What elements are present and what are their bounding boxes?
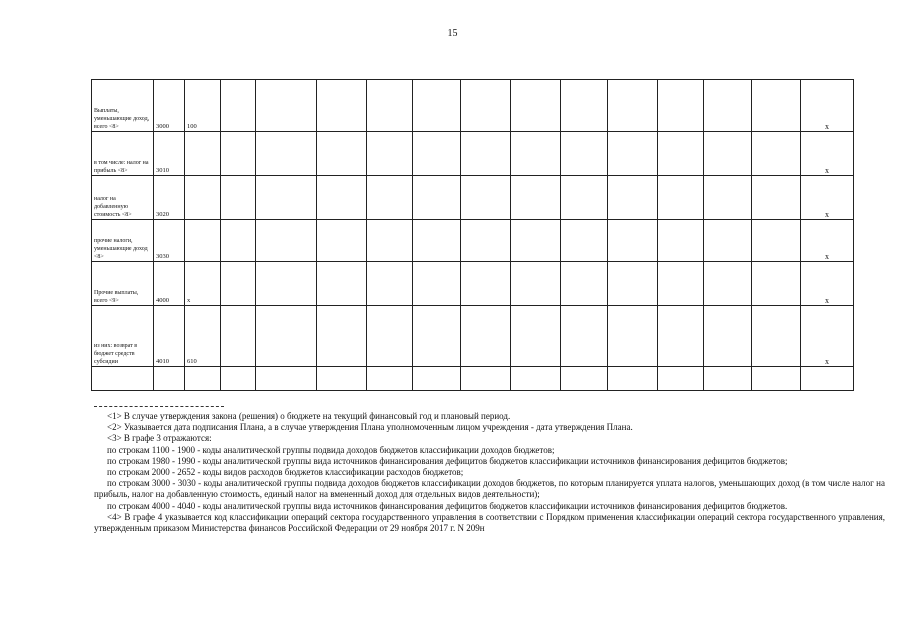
empty-cell	[511, 262, 561, 306]
empty-cell	[511, 220, 561, 262]
empty-cell	[317, 306, 367, 367]
empty-cell	[561, 262, 608, 306]
footnote-4: <4> В графе 4 указывается код классификации операций сектора государственного управления в соответствии с Порядком применения классификации операций сектора государственного управления, утвержденным приказом Министерства финансов Российской Федерации от 29 ноября 2017 г. N 209н	[94, 511, 885, 534]
empty-cell	[413, 262, 461, 306]
empty-cell	[221, 132, 256, 176]
footnote-3-rows-3000: по строкам 3000 - 3030 - коды аналитической группы подвида доходов бюджетов классификации доходов бюджетов, по которым планируется уплата налогов, уменьшающих доход (в том числе налог на прибыль, налог на добавленную стоимость, единый налог на вмененный доход для отдельных видов деятельности);	[94, 478, 885, 500]
row-code: 3010	[154, 132, 185, 176]
empty-cell	[461, 132, 511, 176]
empty-cell	[256, 306, 317, 367]
empty-cell	[752, 176, 801, 220]
row-code: 3020	[154, 176, 185, 220]
row-last-column: x	[801, 220, 854, 262]
empty-cell	[461, 306, 511, 367]
empty-cell	[704, 262, 752, 306]
row-code: 4010	[154, 306, 185, 367]
row-last-column: x	[801, 132, 854, 176]
empty-cell	[511, 367, 561, 391]
row-budget-code	[185, 176, 221, 220]
empty-cell	[561, 220, 608, 262]
row-label-text: прочие налоги, уменьшающие доход <8>	[94, 238, 148, 260]
empty-cell	[413, 80, 461, 132]
empty-cell	[367, 306, 413, 367]
empty-cell	[752, 132, 801, 176]
empty-cell	[608, 367, 658, 391]
empty-cell	[658, 262, 704, 306]
footnote-separator	[94, 406, 224, 407]
row-last-column: x	[801, 176, 854, 220]
empty-cell	[317, 220, 367, 262]
footnote-3-rows-2000: по строкам 2000 - 2652 - коды видов расходов бюджетов классификации расходов бюджетов;	[107, 467, 464, 478]
row-label-text: налог на добавленную стоимость <8>	[94, 196, 132, 218]
empty-cell	[461, 262, 511, 306]
row-label	[92, 367, 154, 391]
table-row	[92, 262, 854, 306]
empty-cell	[221, 262, 256, 306]
empty-cell	[704, 367, 752, 391]
footnotes	[94, 406, 885, 534]
empty-cell	[413, 306, 461, 367]
row-label-text: из них: возврат в бюджет средств субсидии	[94, 343, 138, 365]
empty-cell	[704, 80, 752, 132]
empty-cell	[413, 367, 461, 391]
empty-cell	[752, 80, 801, 132]
empty-cell	[561, 176, 608, 220]
empty-cell	[317, 80, 367, 132]
empty-cell	[658, 132, 704, 176]
row-budget-code: 100	[185, 80, 221, 132]
table-row	[92, 220, 854, 262]
empty-cell	[561, 132, 608, 176]
row-label	[92, 262, 154, 306]
row-code: 3000	[154, 80, 185, 132]
empty-cell	[511, 132, 561, 176]
empty-cell	[658, 306, 704, 367]
row-budget-code: x	[185, 262, 221, 306]
empty-cell	[256, 132, 317, 176]
empty-cell	[704, 306, 752, 367]
row-label-text: Прочие выплаты, всего <9>	[94, 290, 139, 304]
empty-cell	[608, 262, 658, 306]
row-last-column	[801, 367, 854, 391]
empty-cell	[317, 262, 367, 306]
empty-cell	[658, 80, 704, 132]
plan-table	[91, 79, 854, 391]
empty-cell	[413, 220, 461, 262]
table-row	[92, 176, 854, 220]
empty-cell	[608, 80, 658, 132]
page-number: 15	[447, 28, 458, 39]
row-label	[92, 80, 154, 132]
empty-cell	[704, 132, 752, 176]
empty-cell	[221, 367, 256, 391]
empty-cell	[221, 176, 256, 220]
row-code	[154, 367, 185, 391]
empty-cell	[658, 176, 704, 220]
row-code: 3030	[154, 220, 185, 262]
empty-cell	[658, 367, 704, 391]
empty-cell	[413, 132, 461, 176]
empty-cell	[658, 220, 704, 262]
empty-cell	[256, 262, 317, 306]
empty-cell	[221, 80, 256, 132]
empty-cell	[367, 220, 413, 262]
empty-cell	[608, 220, 658, 262]
row-budget-code	[185, 132, 221, 176]
empty-cell	[413, 176, 461, 220]
empty-cell	[608, 306, 658, 367]
empty-cell	[561, 367, 608, 391]
empty-cell	[704, 220, 752, 262]
empty-cell	[317, 367, 367, 391]
empty-cell	[461, 80, 511, 132]
row-label-text: в том числе: налог на прибыль <8>	[94, 160, 149, 174]
empty-cell	[752, 262, 801, 306]
empty-cell	[256, 220, 317, 262]
empty-cell	[608, 132, 658, 176]
empty-cell	[317, 176, 367, 220]
payments-table	[91, 79, 854, 391]
footnote-3-rows-1100: по строкам 1100 - 1900 - коды аналитической группы подвида доходов бюджетов классификации доходов бюджетов;	[107, 444, 555, 455]
empty-cell	[256, 176, 317, 220]
row-last-column: x	[801, 306, 854, 367]
row-last-column: x	[801, 80, 854, 132]
table-row	[92, 80, 854, 132]
empty-cell	[221, 220, 256, 262]
empty-cell	[367, 80, 413, 132]
table-row	[92, 306, 854, 367]
empty-cell	[511, 176, 561, 220]
footnote-3-rows-4000: по строкам 4000 - 4040 - коды аналитической группы вида источников финансирования дефицитов бюджетов классификации источников финансирования дефицитов бюджетов.	[107, 500, 788, 511]
empty-cell	[561, 306, 608, 367]
row-label	[92, 306, 154, 367]
empty-cell	[367, 262, 413, 306]
empty-cell	[256, 80, 317, 132]
empty-cell	[704, 176, 752, 220]
empty-cell	[461, 220, 511, 262]
empty-cell	[367, 367, 413, 391]
row-label-text: Выплаты, уменьшающие доход, всего <8>	[94, 108, 150, 130]
empty-cell	[317, 132, 367, 176]
row-label	[92, 176, 154, 220]
row-budget-code	[185, 220, 221, 262]
row-code: 4000	[154, 262, 185, 306]
empty-cell	[608, 176, 658, 220]
footnote-3: <3> В графе 3 отражаются:	[107, 433, 212, 444]
empty-cell	[221, 306, 256, 367]
footnote-3-rows-1980: по строкам 1980 - 1990 - коды аналитической группы вида источников финансирования дефицитов бюджетов классификации источников финансирования дефицитов бюджетов;	[107, 455, 788, 466]
row-budget-code: 610	[185, 306, 221, 367]
empty-cell	[367, 176, 413, 220]
row-last-column: x	[801, 262, 854, 306]
empty-cell	[256, 367, 317, 391]
row-budget-code	[185, 367, 221, 391]
row-label	[92, 132, 154, 176]
footnote-2: <2> Указывается дата подписания Плана, а в случае утверждения Плана уполномоченным лицом учреждения - дата утверждения Плана.	[107, 422, 633, 433]
empty-cell	[752, 367, 801, 391]
empty-cell	[511, 306, 561, 367]
table-row	[92, 132, 854, 176]
empty-cell	[752, 306, 801, 367]
empty-cell	[511, 80, 561, 132]
table-row	[92, 367, 854, 391]
empty-cell	[367, 132, 413, 176]
empty-cell	[461, 176, 511, 220]
empty-cell	[461, 367, 511, 391]
footnote-1: <1> В случае утверждения закона (решения) о бюджете на текущий финансовый год и плановый период.	[107, 411, 511, 421]
empty-cell	[561, 80, 608, 132]
row-label	[92, 220, 154, 262]
empty-cell	[752, 220, 801, 262]
